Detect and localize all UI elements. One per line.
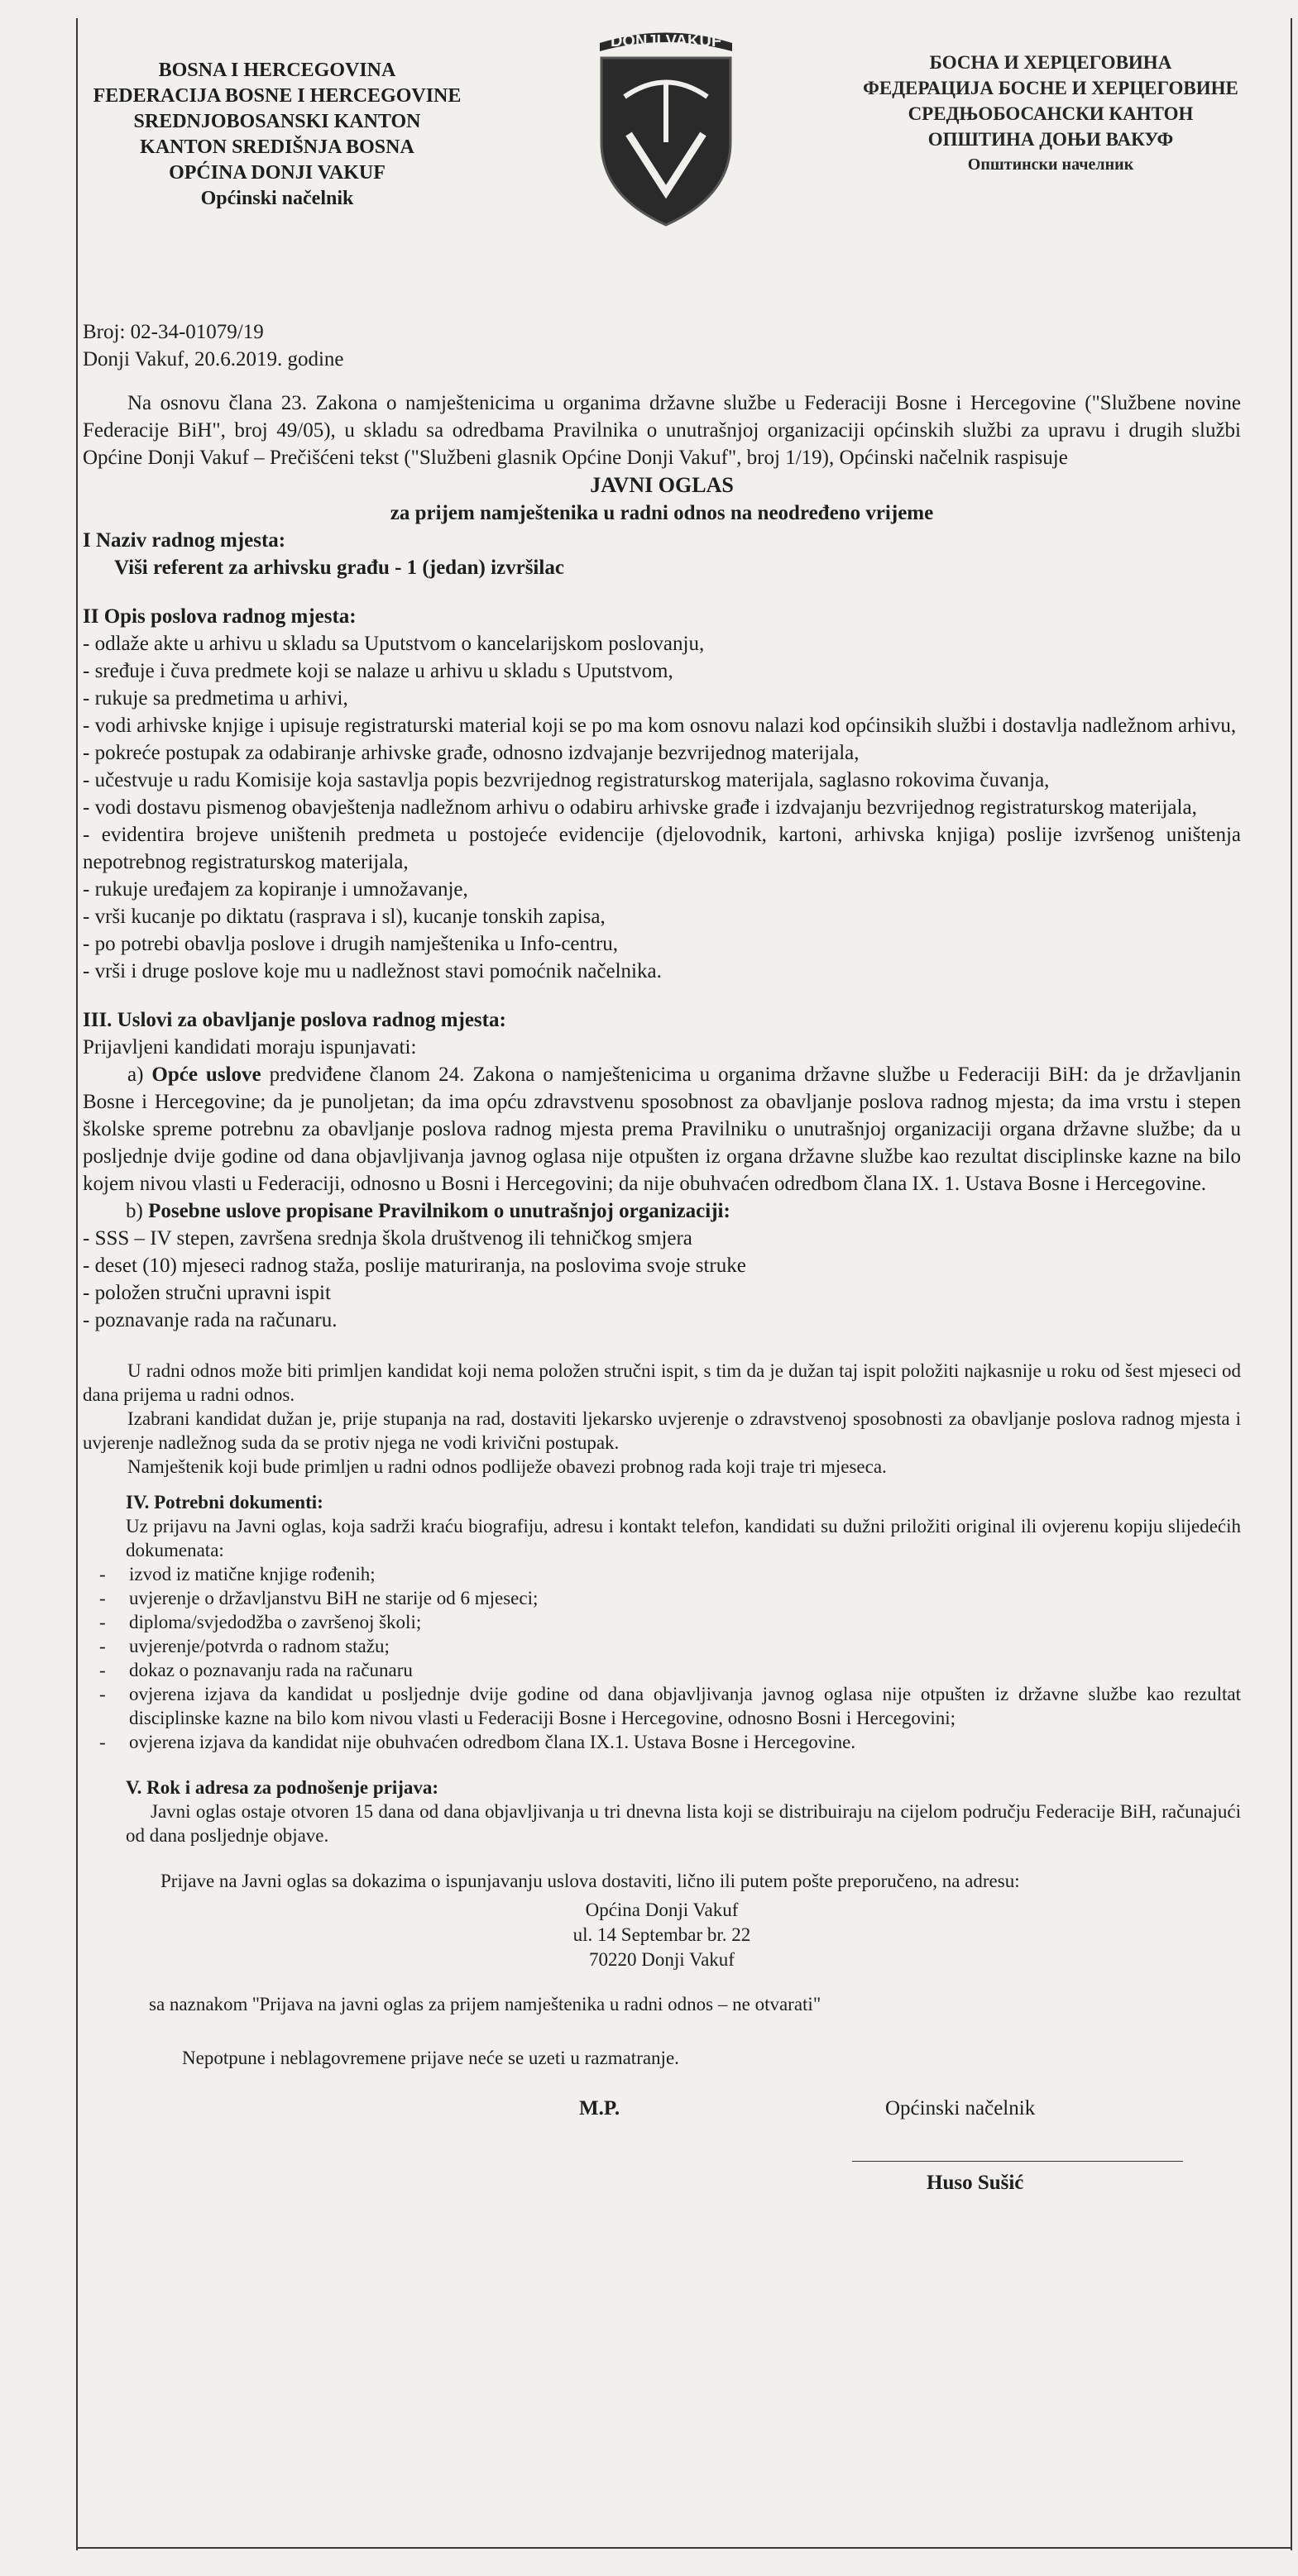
section-5-text: Javni oglas ostaje otvoren 15 dana od dana objavljivanja u tri dnevna lista koji se distribuiraju na cijelom području Federacije BiH, računajući od dana posljednje objave. — [126, 1801, 1241, 1846]
header-left-line: Općinski načelnik — [200, 188, 354, 209]
section-4-heading: IV. Potrebni dokumenti: — [126, 1492, 323, 1513]
list-item: - vodi arhivske knjige i upisuje registraturski material koji se po ma kom osnovu nalazi kod općinsikih službi i dostavlja nadležnom arhivu, — [83, 714, 1237, 737]
note-paragraph: Izabrani kandidat dužan je, prije stupanja na rad, dostaviti ljekarsko uvjerenje o zdravstvenoj sposobnosti za obavljanje poslova radnog mjesta i uvjerenje nadležnog suda da se protiv njega ne vodi krivični postupak. — [83, 1408, 1241, 1453]
address-line: ul. 14 Septembar br. 22 — [572, 1924, 751, 1945]
header-left — [91, 58, 463, 212]
section-4-lead: Uz prijavu na Javni oglas, koja sadrži kraću biografiju, adresu i kontakt telefon, kandidati su dužni priložiti original ili ovjerenu kopiju slijedećih dokumenata: — [126, 1516, 1241, 1560]
header-left-line: BOSNA I HERCEGOVINA — [158, 60, 396, 81]
list-item: - diploma/svjedodžba o završenoj školi; — [99, 1610, 1241, 1634]
list-item: - sređuje i čuva predmete koji se nalaze u arhivu u skladu s Uputstvom, — [83, 660, 673, 682]
header-right — [827, 50, 1274, 178]
document-body — [83, 318, 1241, 2219]
general-conditions — [83, 1061, 1241, 1197]
list-item: - izvod iz matične knjige rođenih; — [99, 1562, 1241, 1586]
list-item: - poznavanje rada na računaru. — [83, 1309, 338, 1331]
header-right-line: БОСНА И ХЕРЦЕГОВИНА — [929, 52, 1172, 73]
list-item: - rukuje uređajem za kopiranje i umnožavanje, — [83, 878, 468, 901]
signature-block — [83, 2095, 1241, 2219]
section-1-heading: I Naziv radnog mjesta: — [83, 529, 286, 552]
job-duties-list — [83, 630, 1241, 985]
list-item: - po potrebi obavlja poslove i drugih namještenika u Info-centru, — [83, 933, 619, 955]
document-number: Broj: 02-34-01079/19 — [83, 321, 264, 343]
signatory-title: Općinski načelnik — [885, 2097, 1036, 2120]
municipality-crest-icon — [583, 18, 749, 232]
item-label-a: a) — [127, 1063, 144, 1086]
list-item: - SSS – IV stepen, završena srednja škola društvenog ili tehničkog smjera — [83, 1227, 692, 1250]
special-conditions-label: Posebne uslove propisane Pravilnikom o unutrašnjoj organizaciji: — [148, 1200, 730, 1222]
section-5-heading: V. Rok i adresa za podnošenje prijava: — [126, 1777, 439, 1798]
list-item: - položen stručni upravni ispit — [83, 1282, 331, 1304]
header-left-line: FEDERACIJA BOSNE I HERCEGOVINE — [93, 85, 462, 107]
documents-list — [83, 1562, 1241, 1754]
position-name: Viši referent za arhivsku građu - 1 (jedan) izvršilac — [114, 557, 564, 579]
notes — [83, 1359, 1241, 2070]
document-meta — [83, 318, 1241, 373]
section-2-heading: II Opis poslova radnog mjesta: — [83, 605, 357, 628]
header-right-line: Општински начелник — [967, 155, 1134, 174]
signature-line — [852, 2161, 1183, 2162]
address-line: Općina Donji Vakuf — [585, 1900, 739, 1920]
general-conditions-text: predviđene članom 24. Zakona o namještenicima u organima državne službe u Federaciji BiH: da je državljanin Bosne i Hercegovine; da je punoljetan; da ima opću zdravstvenu sposobnost za obavljanje poslova radnog mjesta; da ima vrstu i stepen školske spreme potrebnu za obavljanje poslova radnog mjesta prema Pravilniku o unutrašnjoj organizaciji organa državne službe; da u posljednje dvije godine od dana objavljivanja javnog oglasa nije otpušten iz organa državne službe kao rezultat disciplinske kazne na bilo kojem nivou vlasti u Federaciji, odnosno u Bosni i Hercegovini; da nije obuhvaćen odredbom člana IX. 1. Ustava Bosne i Hercegovine. — [83, 1063, 1242, 1195]
header-left-line: OPĆINA DONJI VAKUF — [169, 162, 386, 184]
list-item: - ovjerena izjava da kandidat nije obuhvaćen odredbom člana IX.1. Ustava Bosne i Hercegovine. — [99, 1730, 1241, 1754]
list-item: - vodi dostavu pismenog obavještenja nadležnom arhivu o odabiru arhivske građe i izdvajanju bezvrijednog registraturskog materijala, — [83, 796, 1197, 819]
submission-address — [83, 1898, 1241, 1972]
announcement-title: JAVNI OGLAS — [590, 473, 734, 497]
list-item: - deset (10) mjeseci radnog staža, poslije maturiranja, na poslovima svoje struke — [83, 1255, 746, 1277]
announcement-subtitle: za prijem namještenika u radni odnos na neodređeno vrijeme — [390, 502, 934, 524]
signatory-name: Huso Sušić — [927, 2172, 1024, 2194]
list-item: - vrši i druge poslove koje mu u nadležnost stavi pomoćnik načelnika. — [83, 960, 662, 982]
header-left-line: KANTON SREDIŠNJA BOSNA — [140, 136, 414, 158]
list-item: - dokaz o poznavanju rada na računaru — [99, 1658, 1241, 1682]
list-item: - vrši kucanje po diktatu (rasprava i sl), kucanje tonskih zapisa, — [83, 906, 606, 928]
envelope-label: sa naznakom ''Prijava na javni oglas za prijem namještenika u radni odnos – ne otvarati" — [149, 1994, 821, 2014]
final-note: Nepotpune i neblagovremene prijave neće se uzeti u razmatranje. — [182, 2048, 679, 2068]
header-right-line: ОПШТИНА ДОЊИ ВАКУФ — [927, 129, 1174, 150]
section-3-lead: Prijavljeni kandidati moraju ispunjavati: — [83, 1036, 417, 1059]
list-item: - pokreće postupak za odabiranje arhivske građe, odnosno izdvajanje bezvrijednog materijala, — [83, 742, 860, 764]
intro-paragraph: Na osnovu člana 23. Zakona o namještenicima u organima državne službe u Federaciji Bosne i Hercegovine ("Službene novine Federacije BiH", broj 49/05), u skladu sa odredbama Pravilnika o unutrašnjoj organizaciji općinskih službi za upravu i drugih službi Općine Donji Vakuf – Prečišćeni tekst ("Službeni glasnik Općine Donji Vakuf", broj 1/19), Općinski načelnik raspisuje — [83, 392, 1241, 469]
special-conditions — [83, 1197, 1241, 1225]
document-date: Donji Vakuf, 20.6.2019. godine — [83, 348, 344, 370]
special-conditions-list — [83, 1225, 1241, 1334]
item-label-b: b) — [126, 1200, 143, 1222]
list-item: - rukuje sa predmetima u arhivi, — [83, 687, 348, 710]
page-bottom-rule — [76, 2547, 1292, 2549]
header-left-line: SREDNJOBOSANSKI KANTON — [133, 111, 421, 132]
stamp-placeholder: M.P. — [579, 2097, 620, 2120]
address-line: 70220 Donji Vakuf — [589, 1949, 735, 1970]
list-item: - ovjerena izjava da kandidat u posljednje dvije godine od dana objavljivanja javnog oglasa nije otpušten iz državne službe kao rezultat disciplinske kazne na bilo kom nivou vlasti u Federaciji Bosne i Hercegovine, odnosno Bosni i Hercegovini; — [99, 1682, 1241, 1730]
list-item: - uvjerenje o državljanstvu BiH ne starije od 6 mjeseci; — [99, 1586, 1241, 1610]
general-conditions-label: Opće uslove — [151, 1063, 261, 1086]
note-paragraph: Namještenik koji bude primljen u radni odnos podliježe obavezi probnog rada koji traje tri mjeseca. — [127, 1456, 887, 1477]
section-3-heading: III. Uslovi za obavljanje poslova radnog mjesta: — [83, 1009, 506, 1031]
list-item: - učestvuje u radu Komisije koja sastavlja popis bezvrijednog registraturskog materijala, saglasno rokovima čuvanja, — [83, 769, 1050, 791]
list-item: - odlaže akte u arhivu u skladu sa Uputstvom o kancelarijskom poslovanju, — [83, 633, 705, 655]
header-right-line: ФЕДЕРАЦИЈА БОСНЕ И ХЕРЦЕГОВИНЕ — [863, 78, 1238, 98]
list-item: - evidentira brojeve uništenih predmeta u postojeće evidencije (djelovodnik, kartoni, arhivska knjiga) poslije izvršenog uništenja nepotrebnog registraturskog materijala, — [83, 824, 1241, 873]
header-right-line: СРЕДЊОБОСАНСКИ КАНТОН — [908, 103, 1194, 124]
note-paragraph: U radni odnos može biti primljen kandidat koji nema položen stručni ispit, s tim da je dužan taj ispit položiti najkasnije u roku od šest mjeseci od dana prijema u radni odnos. — [83, 1360, 1241, 1405]
list-item: - uvjerenje/potvrda o radnom stažu; — [99, 1634, 1241, 1658]
submission-text: Prijave na Javni oglas sa dokazima o ispunjavanju uslova dostaviti, lično ili putem pošte preporučeno, na adresu: — [160, 1871, 1020, 1891]
crest-banner-text: DONJI VAKUF — [610, 32, 722, 50]
